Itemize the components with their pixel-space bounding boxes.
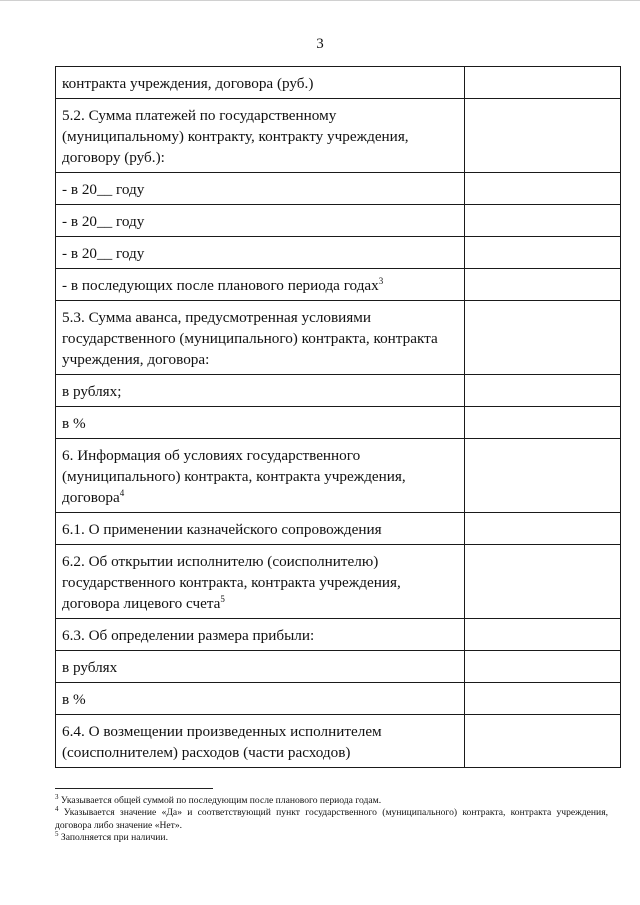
footnote-reference: 5 <box>220 593 225 604</box>
row-label-text: 5.2. Сумма платежей по государственному (муниципальному) контракту, контракту учреждения, договору (руб.): <box>62 107 409 166</box>
row-label-text: 6.1. О применении казначейского сопровождения <box>62 521 382 538</box>
table-row <box>56 715 621 768</box>
row-label-text: в рублях <box>62 659 118 676</box>
row-value-cell[interactable] <box>465 545 621 619</box>
row-label-cell <box>56 237 465 269</box>
footnotes <box>55 792 608 845</box>
footnote-text: Указывается общей суммой по последующим после планового периода годам. <box>58 795 382 806</box>
row-label-cell <box>56 301 465 375</box>
row-label-cell <box>56 545 465 619</box>
row-label-cell <box>56 375 465 407</box>
row-label-text: - в 20__ году <box>62 245 145 262</box>
footnote-reference: 4 <box>119 487 125 498</box>
table-row <box>56 683 621 715</box>
row-value-cell[interactable] <box>465 513 621 545</box>
table-row <box>56 67 621 99</box>
table-row <box>56 237 621 269</box>
row-label-cell <box>56 513 465 545</box>
footnote-text: Заполняется при наличии. <box>58 832 168 844</box>
row-value-cell[interactable] <box>465 715 621 768</box>
footnote-mark: 4 <box>55 805 59 814</box>
table-row <box>56 545 621 619</box>
row-label-cell <box>56 619 465 651</box>
row-value-cell[interactable] <box>465 269 621 301</box>
row-value-cell[interactable] <box>465 375 621 407</box>
row-label-text: - в 20__ году <box>62 213 145 230</box>
row-value-cell[interactable] <box>465 619 621 651</box>
row-value-cell[interactable] <box>465 99 621 173</box>
row-label-text: в % <box>62 691 86 708</box>
row-label-text: 5.3. Сумма аванса, предусмотренная условиями государственного (муниципального) контракта, контракта учреждения, договора: <box>62 309 438 368</box>
row-value-cell[interactable] <box>465 205 621 237</box>
row-label-cell <box>56 269 465 301</box>
table-row <box>56 269 621 301</box>
table-row <box>56 619 621 651</box>
row-label-text: контракта учреждения, договора (руб.) <box>62 75 314 92</box>
row-label-cell <box>56 173 465 205</box>
row-label-text: - в последующих после планового периода годах <box>62 277 379 294</box>
footnote-item <box>55 807 608 832</box>
row-label-text: - в 20__ году <box>62 181 145 198</box>
row-value-cell[interactable] <box>465 67 621 99</box>
row-label-cell <box>56 99 465 173</box>
footnote-mark: 5 <box>55 830 59 839</box>
form-table <box>55 66 621 768</box>
row-value-cell[interactable] <box>465 651 621 683</box>
row-label-text: 6.3. Об определении размера прибыли: <box>62 627 315 644</box>
row-label-text: в рублях; <box>62 383 122 400</box>
row-value-cell[interactable] <box>465 301 621 375</box>
row-label-text: 6.2. Об открытии исполнителю (соисполнителю) государственного контракта, контракта учреждения, договора лицевого счета <box>62 553 401 612</box>
form-table-body <box>56 67 621 768</box>
table-row <box>56 513 621 545</box>
row-value-cell[interactable] <box>465 173 621 205</box>
row-label-cell <box>56 205 465 237</box>
row-label-cell <box>56 67 465 99</box>
footnote-item <box>55 832 608 844</box>
row-label-cell <box>56 651 465 683</box>
footnote-reference: 3 <box>378 275 384 286</box>
table-row <box>56 205 621 237</box>
page-number: 3 <box>316 36 324 52</box>
table-row <box>56 99 621 173</box>
row-label-cell <box>56 715 465 768</box>
footnote-item <box>55 792 608 807</box>
row-value-cell[interactable] <box>465 237 621 269</box>
footnote-separator <box>55 788 213 789</box>
row-value-cell[interactable] <box>465 407 621 439</box>
row-label-text: в % <box>62 415 86 432</box>
scan-edge-line <box>0 0 640 1</box>
table-row <box>56 301 621 375</box>
table-row <box>56 439 621 513</box>
row-label-cell <box>56 439 465 513</box>
table-row <box>56 651 621 683</box>
table-row <box>56 375 621 407</box>
row-value-cell[interactable] <box>465 439 621 513</box>
footnote-mark: 3 <box>55 792 59 801</box>
row-label-cell <box>56 683 465 715</box>
row-label-cell <box>56 407 465 439</box>
table-row <box>56 407 621 439</box>
row-value-cell[interactable] <box>465 683 621 715</box>
table-row <box>56 173 621 205</box>
row-label-text: 6.4. О возмещении произведенных исполнителем (соисполнителем) расходов (части расходов) <box>62 723 382 761</box>
row-label-text: 6. Информация об условиях государственного (муниципального) контракта, контракта учреждения, договора <box>62 447 406 506</box>
footnote-text: Указывается значение «Да» и соответствующий пункт государственного (муниципального) контракта, контракта учреждения, договора либо значение «Нет». <box>55 807 608 831</box>
